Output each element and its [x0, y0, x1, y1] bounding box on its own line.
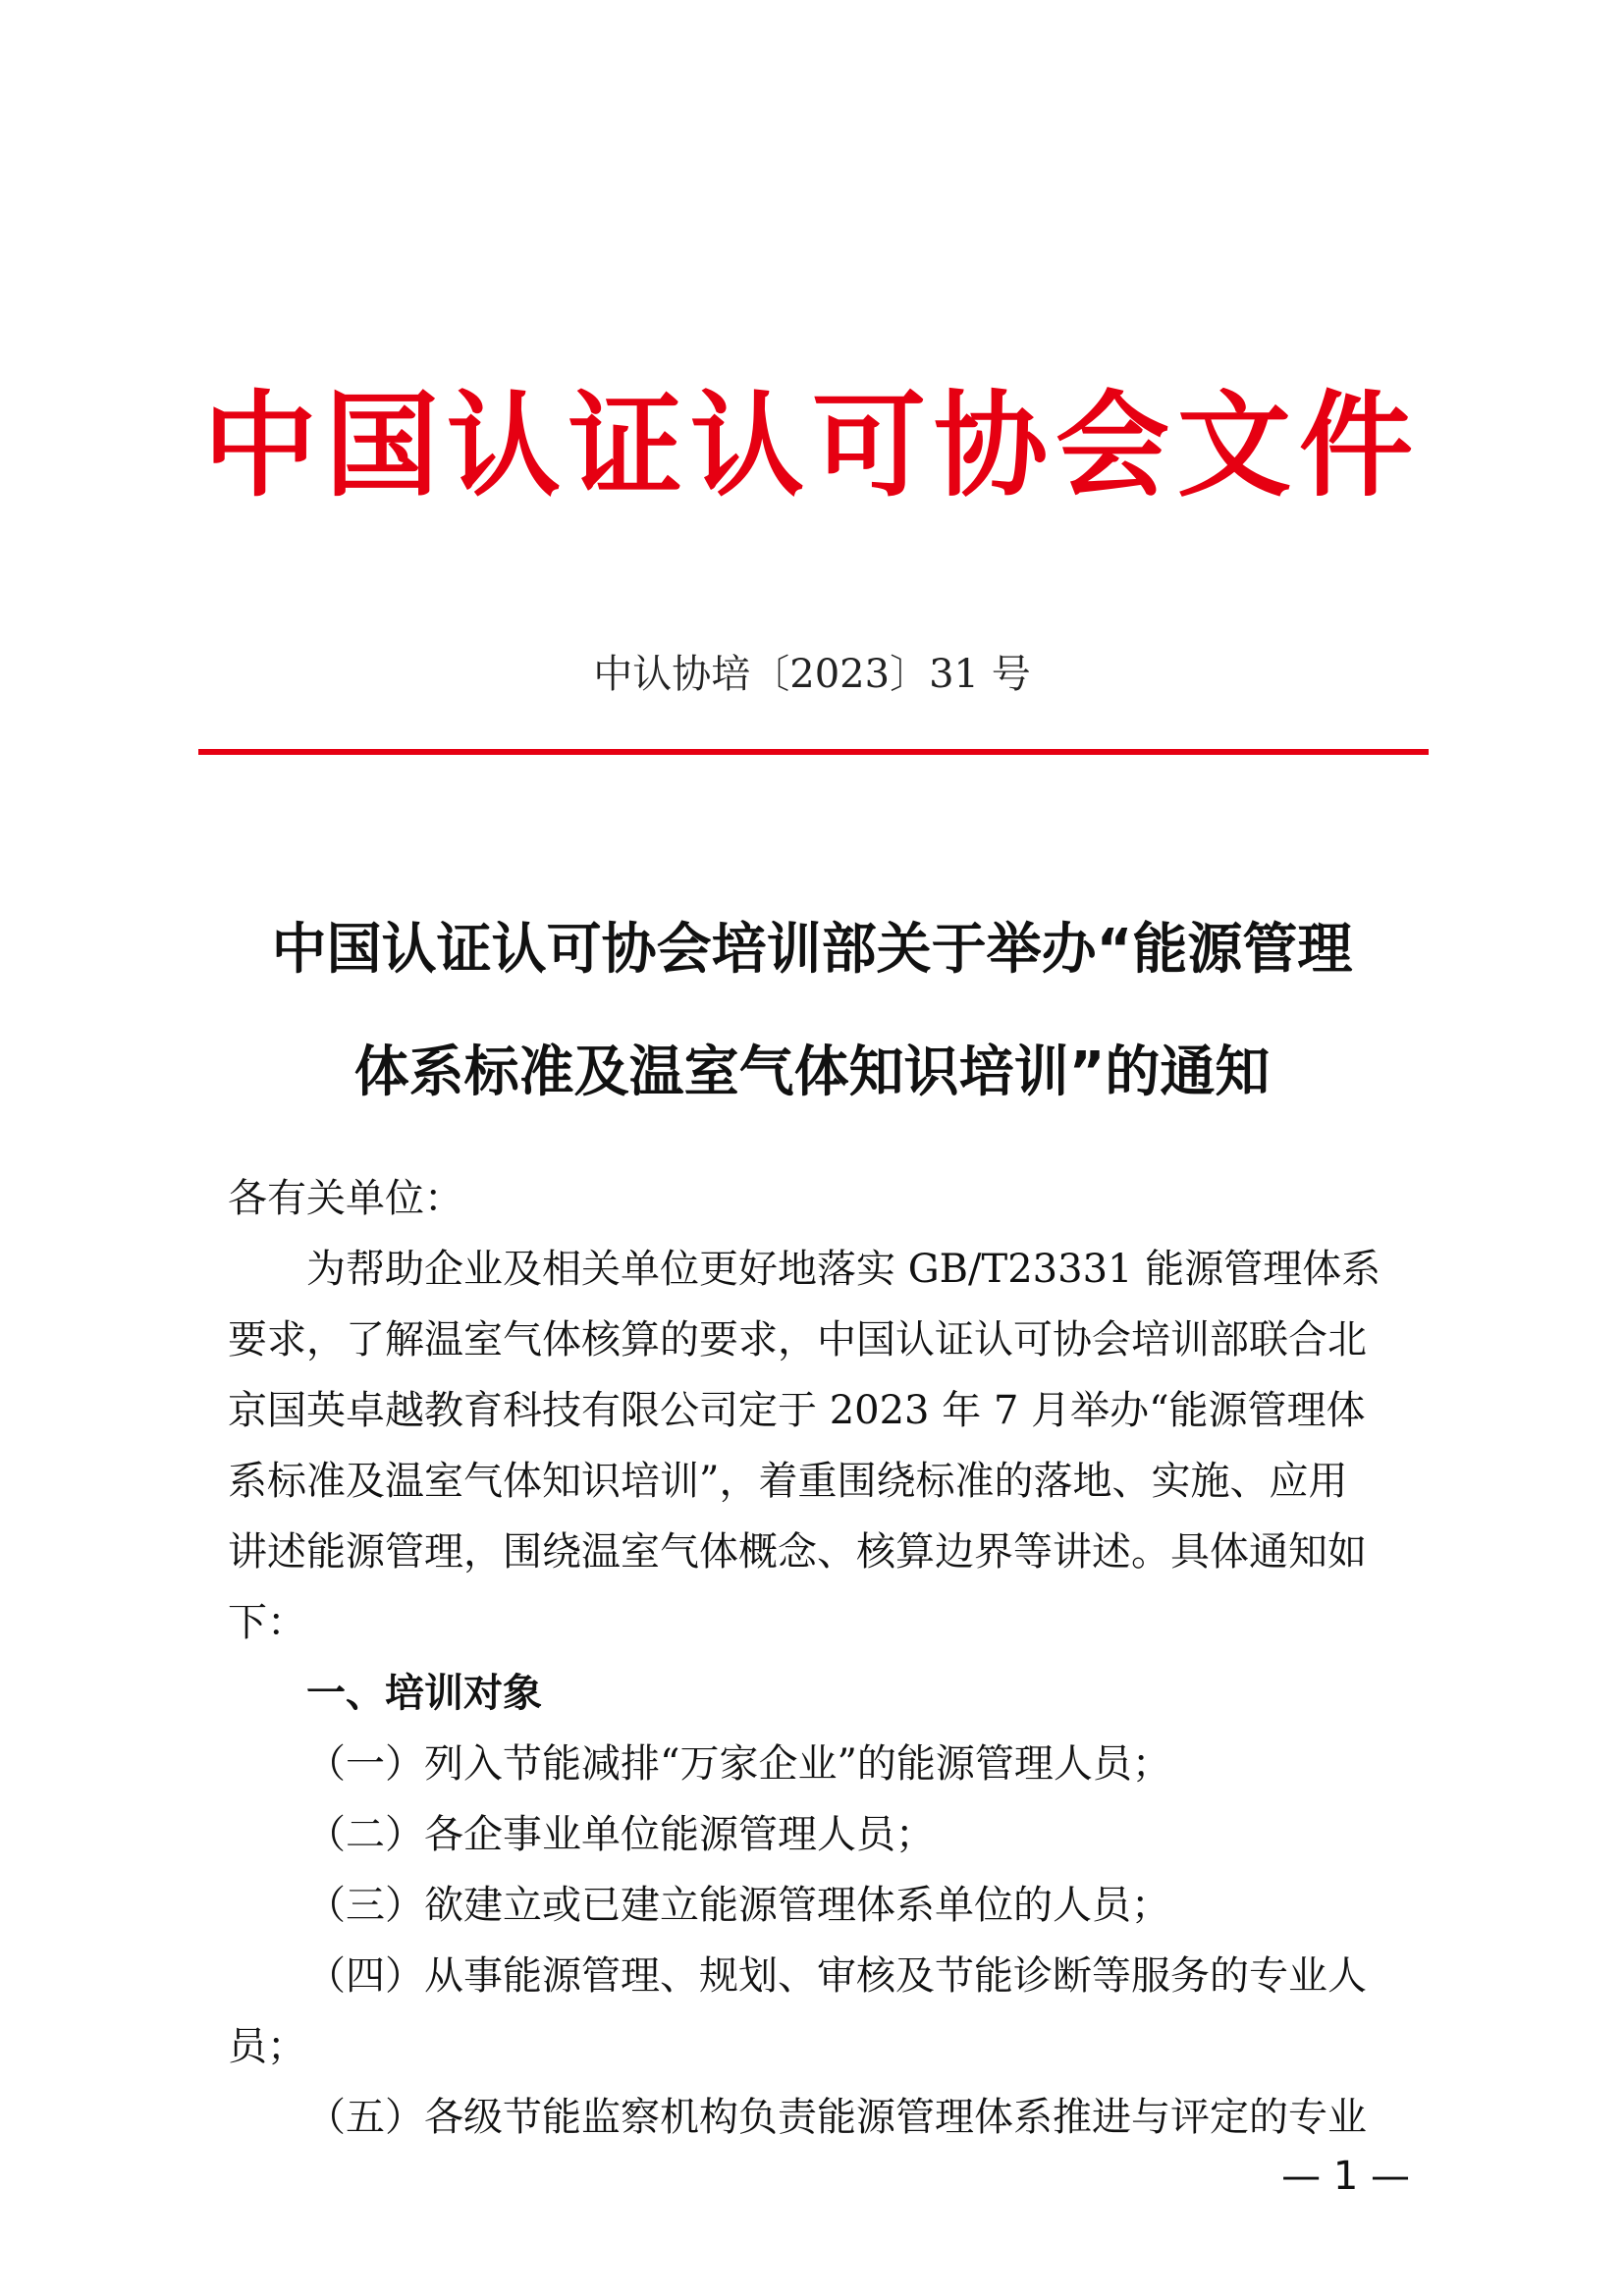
page-number: — 1 — [1281, 2154, 1410, 2199]
list-item: （二）各企事业单位能源管理人员； [306, 1812, 935, 1857]
list-item: （五）各级节能监察机构负责能源管理体系推进与评定的专业 [306, 2095, 1367, 2140]
intro-paragraph [228, 1234, 1416, 1658]
list-item: （一）列入节能减排“万家企业”的能源管理人员； [306, 1741, 1171, 1787]
intro-line: 京国英卓越教育科技有限公司定于 2023 年 7 月举办“能源管理体 [228, 1388, 1366, 1433]
masthead-title: 中国认证认可协会文件 [203, 380, 1421, 512]
notice-title-line-1: 中国认证认可协会培训部关于举办“能源管理 [271, 918, 1353, 982]
salutation: 各有关单位： [228, 1176, 463, 1221]
notice-title-line-2: 体系标准及温室气体知识培训”的通知 [353, 1041, 1271, 1104]
list-item: （四）从事能源管理、规划、审核及节能诊断等服务的专业人 [306, 1953, 1367, 1999]
notice-title [196, 888, 1428, 1134]
document-number: 中认协培〔2023〕31 号 [593, 652, 1031, 697]
intro-line: 下： [228, 1600, 306, 1645]
intro-line: 为帮助企业及相关单位更好地落实 GB/T23331 能源管理体系 [306, 1247, 1381, 1292]
red-divider-line [198, 749, 1429, 755]
intro-line: 要求，了解温室气体核算的要求，中国认证认可协会培训部联合北 [228, 1317, 1367, 1362]
intro-line: 讲述能源管理，围绕温室气体概念、核算边界等讲述。具体通知如 [228, 1529, 1367, 1575]
section-heading-training-targets: 一、培训对象 [306, 1671, 542, 1716]
intro-line: 系标准及温室气体知识培训”，着重围绕标准的落地、实施、应用 [228, 1459, 1348, 1504]
list-item-continuation: 员； [228, 2024, 306, 2069]
list-item: （三）欲建立或已建立能源管理体系单位的人员； [306, 1883, 1170, 1928]
